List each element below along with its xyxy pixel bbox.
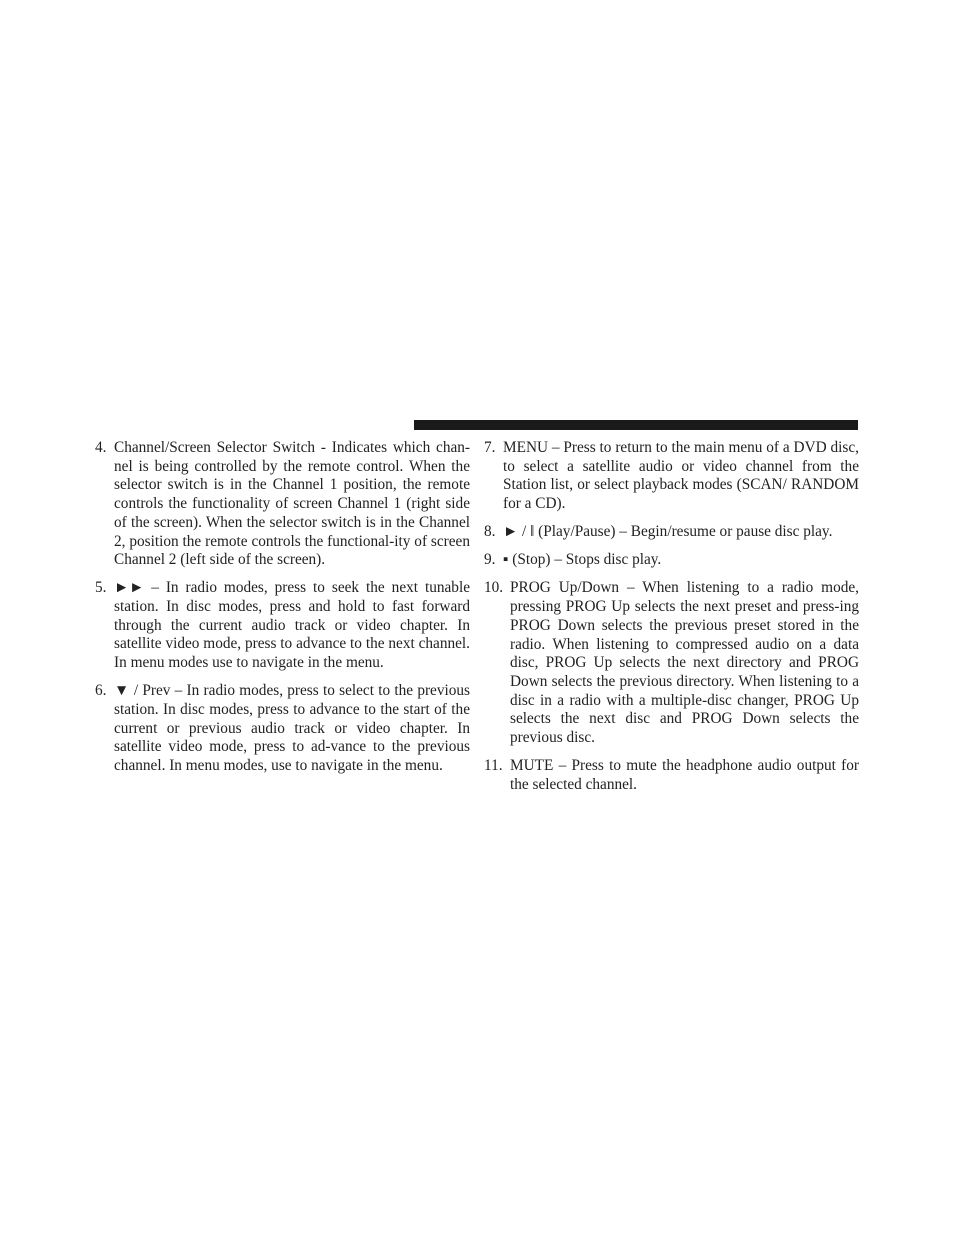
item-text: PROG Up/Down – When listening to a radio mode, pressing PROG Up selects the next preset and press-ing PROG Down selects the previous preset stored in the radio. When listening to compressed audio on a data disc, PROG Up selects the next directory and PROG Down selects the previous directory. When listening to a disc in a radio with a multiple-disc changer, PROG Up selects the next disc and PROG Down selects the previous disc.: [510, 579, 859, 747]
item-text: ▪ (Stop) – Stops disc play.: [503, 551, 662, 569]
item-number: 10.: [484, 579, 504, 597]
left-column: [95, 439, 470, 785]
list-item-8: [484, 523, 859, 542]
list-item-5: [95, 579, 470, 673]
right-column: [484, 439, 859, 804]
list-item-11: [484, 757, 859, 794]
list-item-10: [484, 579, 859, 747]
item-text: MUTE – Press to mute the headphone audio output for the selected channel.: [510, 757, 859, 793]
list-item-9: [484, 551, 859, 570]
list-item-7: [484, 439, 859, 514]
list-item-6: [95, 682, 470, 776]
item-text: MENU – Press to return to the main menu of a DVD disc, to select a satellite audio or video channel from the Station list, or select playback modes (SCAN/ RANDOM for a CD).: [503, 439, 859, 513]
item-text: Channel/Screen Selector Switch - Indicates which chan-nel is being controlled by the remote control. When the selector switch is in the Channel 1 position, the remote controls the functionality of screen Channel 1 (right side of the screen). When the selector switch is in the Channel 2, position the remote controls the functional-ity of screen Channel 2 (left side of the screen).: [114, 439, 470, 569]
item-text: ► / ‖ (Play/Pause) – Begin/resume or pause disc play.: [503, 523, 833, 541]
list-item-4: [95, 439, 470, 570]
item-number: 8.: [484, 523, 496, 541]
item-text: ►► – In radio modes, press to seek the next tunable station. In disc modes, press and hold to fast forward through the current audio track or video chapter. In satellite video mode, press to advance to the next channel. In menu modes use to navigate in the menu.: [114, 579, 470, 672]
item-number: 7.: [484, 439, 496, 456]
item-number: 6.: [95, 682, 107, 700]
item-number: 9.: [484, 551, 496, 569]
section-header-bar: [414, 420, 858, 430]
item-number: 4.: [95, 439, 107, 456]
item-text: ▼ / Prev – In radio modes, press to select to the previous station. In disc modes, press to advance to the start of the current or previous audio track or video chapter. In satellite video mode, press to ad-vance to the previous channel. In menu modes, use to navigate in the menu.: [114, 682, 470, 775]
item-number: 5.: [95, 579, 107, 597]
item-number: 11.: [484, 757, 503, 775]
